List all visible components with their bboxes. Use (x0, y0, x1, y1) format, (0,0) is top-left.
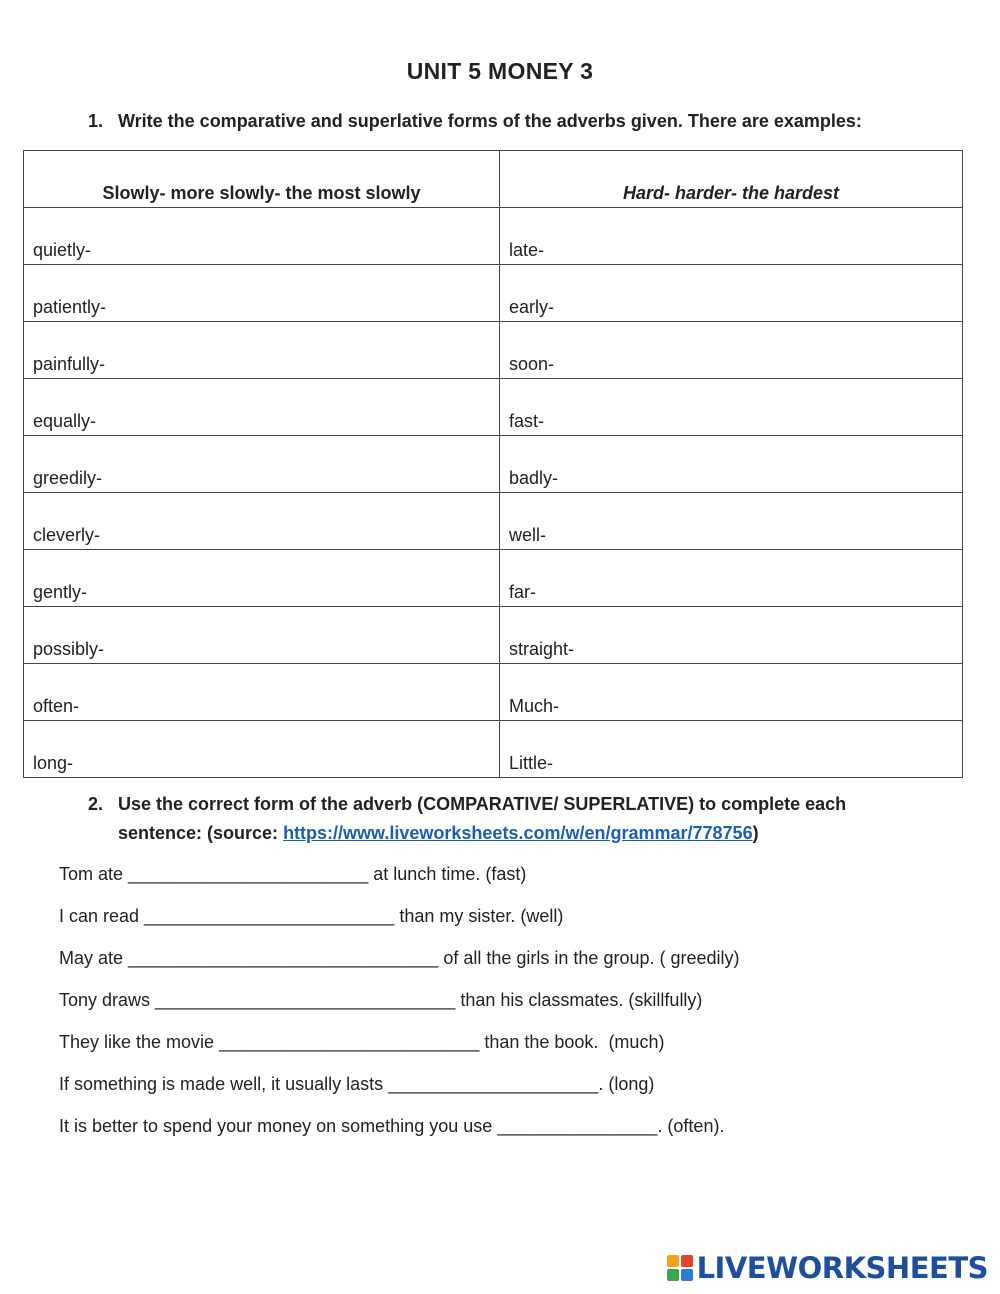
table-cell-right: far- (500, 550, 963, 607)
table-row (24, 550, 963, 607)
sentence-list (59, 860, 959, 1154)
page-title: UNIT 5 MONEY 3 (406, 58, 594, 84)
table-row (24, 208, 963, 265)
table-cell-left: painfully- (24, 322, 500, 379)
logo-tile (681, 1255, 693, 1267)
table-row (24, 664, 963, 721)
logo-tile (681, 1269, 693, 1281)
sentence-item: I can read _________________________ than my sister. (well) (59, 906, 564, 926)
sentence-item: Tony draws ______________________________ than his classmates. (skillfully) (59, 990, 703, 1010)
question-2-line2 (88, 819, 928, 848)
table-cell-right: Much- (500, 664, 963, 721)
table-cell-right: late- (500, 208, 963, 265)
question-2-heading (88, 790, 928, 848)
table-cell-left: gently- (24, 550, 500, 607)
logo-tile (667, 1255, 679, 1267)
table-row (24, 436, 963, 493)
brand-name: LIVEWORKSHEETS (696, 1251, 988, 1285)
table-cell-right: badly- (500, 436, 963, 493)
table-cell-left: patiently- (24, 265, 500, 322)
logo-tiles-icon (667, 1255, 693, 1281)
sentence-item: If something is made well, it usually lasts _____________________. (long) (59, 1074, 655, 1094)
table-header-row (24, 151, 963, 208)
table-row (24, 322, 963, 379)
question-1-number: 1. (88, 111, 104, 131)
table-cell-right: well- (500, 493, 963, 550)
table-row (24, 721, 963, 778)
sentence-item: It is better to spend your money on something you use ________________. (often). (59, 1116, 725, 1136)
table-row (24, 379, 963, 436)
table-row (24, 493, 963, 550)
question-2-text: Use the correct form of the adverb (COMPARATIVE/ SUPERLATIVE) to complete each (118, 794, 847, 814)
source-close: ) (752, 823, 759, 843)
table-row (24, 607, 963, 664)
table-cell-left: greedily- (24, 436, 500, 493)
source-label: sentence: (source: (118, 823, 284, 843)
sentence-item: Tom ate ________________________ at lunch time. (fast) (59, 864, 527, 884)
table-cell-left: quietly- (24, 208, 500, 265)
table-cell-left: often- (24, 664, 500, 721)
table-cell-left: equally- (24, 379, 500, 436)
table-cell-right: early- (500, 265, 963, 322)
adverbs-table (23, 150, 963, 778)
table-cell-left: long- (24, 721, 500, 778)
liveworksheets-logo (667, 1251, 988, 1285)
example-right: Hard- harder- the hardest (500, 151, 963, 208)
table-cell-left: possibly- (24, 607, 500, 664)
table-cell-right: soon- (500, 322, 963, 379)
question-1-heading (88, 107, 862, 136)
question-2-number: 2. (88, 794, 104, 814)
table-cell-right: straight- (500, 607, 963, 664)
table-cell-right: Little- (500, 721, 963, 778)
sentence-item: May ate _______________________________ of all the girls in the group. ( greedily) (59, 948, 740, 968)
question-1-text: Write the comparative and superlative forms of the adverbs given. There are examples: (118, 111, 862, 131)
example-left: Slowly- more slowly- the most slowly (24, 151, 500, 208)
table-row (24, 265, 963, 322)
table-cell-right: fast- (500, 379, 963, 436)
logo-tile (667, 1269, 679, 1281)
table-cell-left: cleverly- (24, 493, 500, 550)
sentence-item: They like the movie __________________________ than the book. (much) (59, 1032, 665, 1052)
source-link[interactable]: https://www.liveworksheets.com/w/en/grammar/778756 (283, 823, 753, 843)
